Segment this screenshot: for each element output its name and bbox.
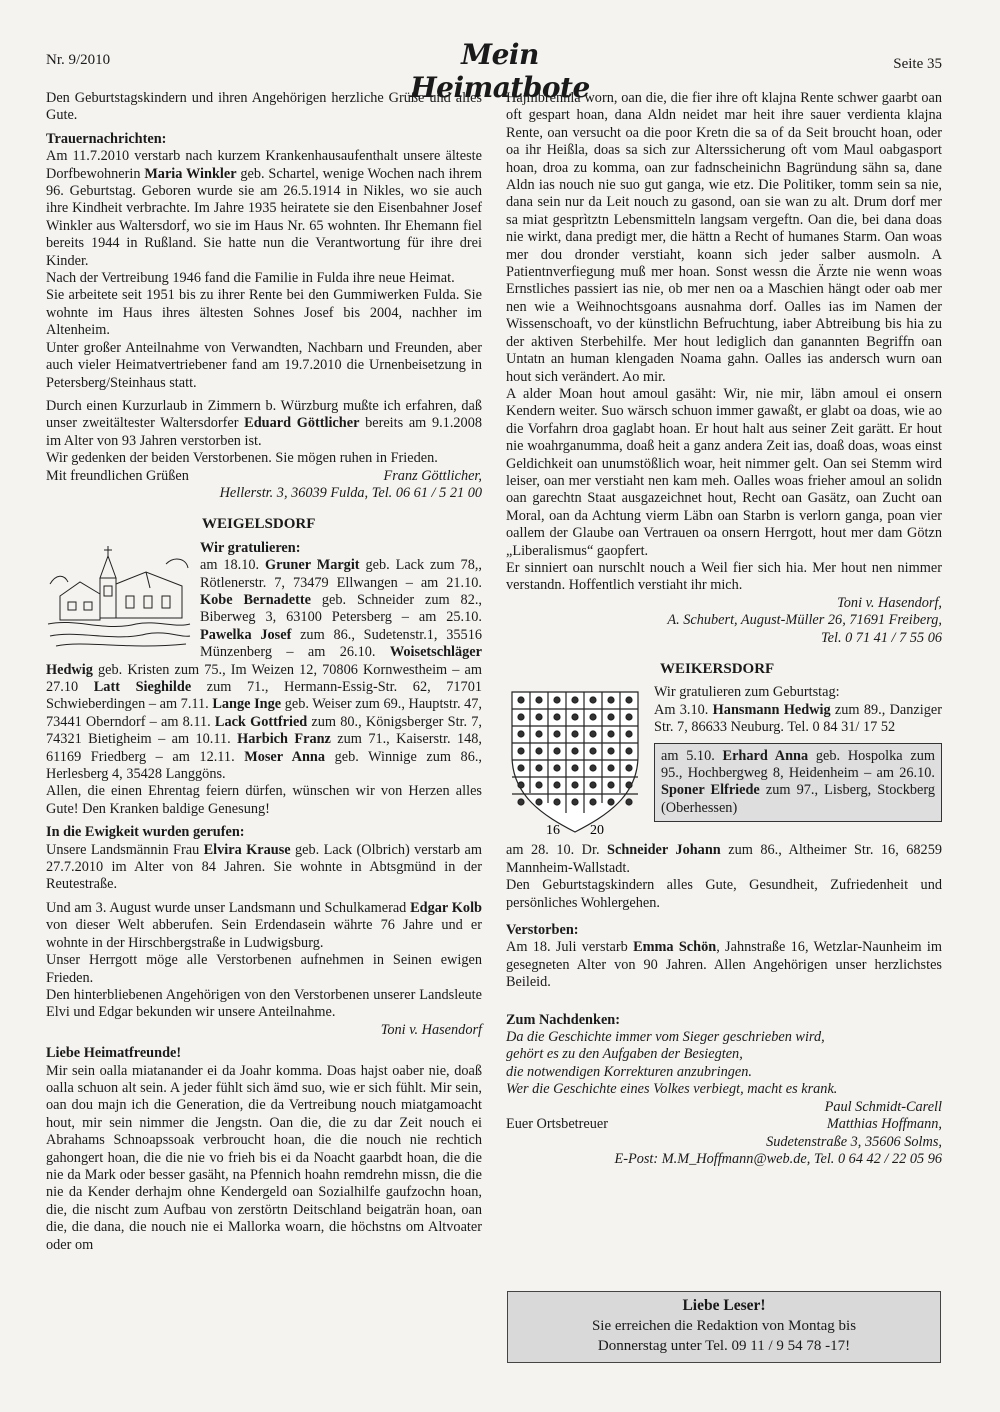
- coat-pattern-dot: [608, 731, 614, 737]
- gratulieren-heading: Wir gratulieren zum Geburtstag:: [654, 684, 840, 701]
- coat-pattern-dot: [536, 697, 542, 703]
- coat-pattern-dot: [536, 748, 542, 754]
- coat-pattern-dot: [554, 731, 560, 737]
- coat-pattern-dot: [554, 714, 560, 720]
- signature-line: [506, 1116, 942, 1133]
- person-name: Moser Anna: [244, 748, 326, 765]
- text: geb. Schartel, wenige Wochen nach ihrem 96. Geburtstag. Geboren wurde sie am 26.5.1914 in Nikles, wo sie auch ihre Kindheit verbrachte. Im Jahre 1935 heiratete sie den Eisenbahner Josef Winkler aus Waltersdorf, wo sie im Haus Nr. 65 wohnten. Ihr Ehemann fiel bereits 1944 in Rußland. Sie hatte nun die Verantwortung für ihre drei Kinder.: [46, 165, 482, 269]
- coat-pattern-dot: [590, 748, 596, 754]
- text: geb. Weiser zum 69., Hauptstr. 47, 73441 Oberndorf – am 8.11.: [46, 696, 482, 730]
- coat-pattern-dot: [626, 782, 632, 788]
- person-name: Maria Winkler: [144, 165, 237, 182]
- coat-pattern-dot: [518, 748, 524, 754]
- section-weikersdorf: WEIKERSDORF: [660, 661, 775, 677]
- coat-pattern-dot: [572, 748, 578, 754]
- coat-pattern-dot: [626, 714, 632, 720]
- coat-pattern-dot: [572, 731, 578, 737]
- text: zum 71., Hermann-Essig-Str. 62, 71701 Schwieberdingen – am 7.11.: [46, 679, 482, 713]
- coat-pattern-dot: [572, 714, 578, 720]
- wishes-text: Den Geburtstagskindern alles Gute, Gesundheit, Zufriedenheit und persönliches Wohlergehen.: [506, 877, 942, 911]
- gratulieren-heading: Wir gratulieren:: [200, 539, 301, 556]
- notice-title: Liebe Leser!: [682, 1297, 766, 1314]
- person-name: Lange Inge: [212, 696, 282, 713]
- highlight-box: [654, 743, 942, 823]
- coat-pattern-dot: [536, 782, 542, 788]
- text: bereits am 9.1.2008 im Alter von 93 Jahren verstorben ist.: [46, 415, 482, 449]
- text: geb. Hospolka zum 95., Hochbergweg 8, Heidenheim – am 26.10.: [661, 747, 935, 782]
- dialect-paragraph: Er sinniert oan nurschlt nouch a Weil fier sich hia. Mer hout nen nimmer verstandn. Hoffentlich verstiaht ihr mich.: [506, 559, 942, 594]
- trauer-paragraph: Sie arbeitete seit 1951 bis zu ihrer Rente bei den Gummiwerken Fulda. Sie wohnte im Haus ihres ältesten Sohnes Josef bis 2004, nachher im Altenheim.: [46, 287, 482, 339]
- signature: Toni v. Hasendorf,: [837, 594, 942, 611]
- person-name: Edgar Kolb: [410, 899, 483, 916]
- trauer-paragraph: Wir gedenken der beiden Verstorbenen. Sie mögen ruhen in Frieden.: [46, 450, 438, 467]
- person-name: Emma Schön: [633, 939, 717, 956]
- person-name: Harbich Franz: [237, 731, 331, 748]
- page-number: Seite 35: [893, 56, 942, 72]
- left-column: [46, 90, 482, 1254]
- person-name: Schneider Johann: [607, 842, 721, 859]
- coat-pattern-dot: [626, 748, 632, 754]
- person-name: Gruner Margit: [265, 557, 360, 574]
- text: zum 71., Kaiserstr. 148, 61169 Friedberg – am 12.11.: [46, 731, 482, 765]
- text: Und am 3. August wurde unser Landsmann und Schulkamerad: [46, 899, 411, 916]
- coat-pattern-dot: [572, 799, 578, 805]
- coat-pattern-dot: [518, 714, 524, 720]
- coat-pattern-dot: [572, 765, 578, 771]
- coat-pattern-dot: [590, 714, 596, 720]
- signature: Toni v. Hasendorf: [380, 1021, 482, 1038]
- coat-pattern-dot: [554, 765, 560, 771]
- nachdenken-heading: Zum Nachdenken:: [506, 1011, 620, 1028]
- text: geb. Kristen zum 75., Im Weizen 12, 70806 Kornwestheim – am 27.10: [46, 661, 482, 695]
- coat-pattern-dot: [536, 714, 542, 720]
- obituary-paragraph: [46, 842, 482, 894]
- text: zum 86., Altheimer Str. 16, 68259 Mannheim-Wallstadt.: [506, 842, 943, 876]
- obituary-paragraph: Unser Herrgott möge alle Verstorbenen aufnehmen in Seinen ewigen Frieden.: [46, 952, 482, 986]
- weikersdorf-birthday: [661, 748, 935, 818]
- coat-pattern-dot: [608, 765, 614, 771]
- coat-pattern-dot: [554, 748, 560, 754]
- closing: Euer Ortsbetreuer: [506, 1116, 609, 1133]
- notice-line: Donnerstag unter Tel. 09 11 / 9 54 78 -17!: [597, 1338, 851, 1354]
- coat-pattern-dot: [536, 765, 542, 771]
- text: geb. Schneider zum 82., Biberweg 3, 63100 Petersberg – am 25.10.: [200, 591, 482, 626]
- text: Am 11.7.2010 verstarb nach kurzem Krankenhausaufenthalt unsere älteste Dorfbewohnerin: [46, 148, 482, 182]
- signature-address: Sudetenstraße 3, 35606 Solms,: [766, 1133, 942, 1150]
- signature-phone: Tel. 0 71 41 / 7 55 06: [820, 629, 942, 646]
- coat-pattern-dot: [590, 765, 596, 771]
- text: geb. Lack (Olbrich) verstarb am 27.7.2010 im Alter von 84 Jahren. Sie wohnte in Abtsgmünd in der Reutestraße.: [46, 841, 482, 893]
- person-name: Erhard Anna: [722, 747, 809, 764]
- text: von dieser Welt abberufen. Sein Erdendasein währte 76 Jahre und er wohnte in der Hirschbergstraße in Ludwigsburg.: [46, 917, 482, 951]
- obituary-paragraph: [46, 900, 482, 952]
- coat-pattern-dot: [608, 748, 614, 754]
- coat-pattern-dot: [626, 697, 632, 703]
- dialect-paragraph: A alder Moan hout amoul gasäht: Wir, nie mir, läbn amoul ei onsern Kendern weiter. Suo wärsch schuon immer gawaßt, er glabt oa doas, wie ao die Vorfahrn droa gaglabt hoan. Er hout halt aus seiner Zeit garätt. Er hout nie woahrganumma, doaß heit a ganz andera Zeit ias, doaß doas, woas einst Geldichkeit oan unumstößlich woar, heit nimmer gelt. Oan sei Stemm wird leiser, oan mer verstiaht nen kam meh. Oalles woas frieher amoul an solidn oan garechtn Staat ausgazeichnet hout, Recht oan Gasätz, oan Zucht oan Moral, oan da Achtung vierm Läbn oan Starbn is verlorn ganga, poan vier oallem der Glaube oan Vertrauen oa onsern Herrgott, hout mer dam Götzn „Liberalismus“ gaopfert.: [506, 385, 942, 559]
- notice-line: Sie erreichen die Redaktion von Montag bis: [591, 1318, 857, 1334]
- closing: Mit freundlichen Grüßen: [46, 467, 189, 484]
- coat-pattern-dot: [590, 799, 596, 805]
- person-name: Pawelka Josef: [200, 626, 292, 643]
- trauer-paragraph: [46, 398, 482, 450]
- text: Am 3.10.: [654, 701, 713, 718]
- signature-address: Hellerstr. 3, 36039 Fulda, Tel. 06 61 / 5 21 00: [219, 484, 482, 501]
- section-weigelsdorf: WEIGELSDORF: [202, 516, 316, 533]
- trauer-paragraph: Nach der Vertreibung 1946 fand die Familie in Fulda ihre neue Heimat.: [46, 270, 455, 287]
- coat-pattern-dot: [554, 697, 560, 703]
- issue-number: Nr. 9/2010: [46, 52, 111, 68]
- person-name: Lack Gottfried: [214, 713, 308, 730]
- quote-line: Wer die Geschichte eines Volkes verbiegt, macht es krank.: [506, 1081, 838, 1098]
- text: geb. Winnige zum 86., Herlesberg 4, 35428 Langgöns.: [46, 748, 482, 783]
- coat-pattern-dot: [626, 765, 632, 771]
- coat-pattern-dot: [536, 799, 542, 805]
- coat-of-arms-icon: [506, 686, 644, 838]
- person-name: Hansmann Hedwig: [712, 701, 831, 718]
- coat-pattern-dot: [590, 697, 596, 703]
- coat-pattern-dot: [572, 782, 578, 788]
- church-illustration-icon: [46, 544, 192, 652]
- text: zum 80., Königsberger Str. 7, 74321 Bietigheim – am 10.11.: [46, 713, 482, 748]
- person-name: Woisetschläger Hedwig: [46, 644, 482, 678]
- person-name: Kobe Bernadette: [200, 591, 311, 608]
- trauer-heading: Trauernachrichten:: [46, 130, 167, 147]
- text: zum 97., Lisberg, Stockberg (Oberhessen): [661, 782, 935, 816]
- signature: Matthias Hoffmann,: [826, 1116, 942, 1133]
- coat-pattern-dot: [608, 782, 614, 788]
- obituary-paragraph: [506, 939, 942, 991]
- text: Unsere Landsmännin Frau: [46, 841, 204, 858]
- signature-contact: E-Post: M.M_Hoffmann@web.de, Tel. 0 64 42 / 22 05 96: [614, 1150, 942, 1167]
- coat-pattern-dot: [518, 697, 524, 703]
- coat-pattern-dot: [518, 799, 524, 805]
- coat-pattern-dot: [536, 731, 542, 737]
- coat-pattern-dot: [518, 765, 524, 771]
- liebe-heading: Liebe Heimatfreunde!: [46, 1045, 182, 1062]
- wishes-text: Allen, die einen Ehrentag feiern dürfen, wünschen wir von Herzen alles Gute! Den Kranken baldige Genesung!: [46, 783, 482, 817]
- text: Am 18. Juli verstarb: [506, 939, 634, 956]
- coat-pattern-dot: [608, 697, 614, 703]
- coat-pattern-dot: [626, 731, 632, 737]
- text: am 18.10.: [200, 557, 265, 574]
- quote-line: gehört es zu den Aufgaben der Besiegten,: [506, 1046, 743, 1063]
- text: zum 89., Danziger Str. 7, 86633 Neuburg. Tel. 0 84 31/ 17 52: [654, 701, 942, 736]
- coat-pattern-dot: [554, 782, 560, 788]
- coat-pattern-dot: [518, 782, 524, 788]
- reader-notice-box: [507, 1291, 941, 1363]
- coat-year-right: 20: [590, 823, 604, 839]
- quote-line: die notwendigen Korrekturen anzubringen.: [506, 1063, 752, 1080]
- trauer-paragraph: Unter großer Anteilnahme von Verwandten, Nachbarn und Freunden, aber auch vieler Heimatvertriebener fand am 19.7.2010 die Urnenbeisetzung in Petersberg/Steinhaus statt.: [46, 339, 482, 391]
- quote-author: Paul Schmidt-Carell: [824, 1098, 942, 1115]
- dialect-paragraph: Hajmbrennla worn, oan die, die fier ihre oft klajna Rente schwer gaarbt oan oft gespart hoan, dana Aldn neidet mar heit ihre sauer verdienta klajna Rente, oan versucht oa die poor Kretn die sa of da Seit broucht hoan, oder oa ihr Heißla, doas sa sich zur Alterssicherung oft vom Maul oabgasport hoan, droa zu komma, oan zur fadnscheinichn Bagründung sähn sa, dane Aldn ias nouch nie suo gut ganga, wie etz. Die Politiker, tomm sein sa nie, dana sein nur da Leit nouch zu gasond, oan sie wan zu alt. Drum dorf mer sa miat gesprìtztn Lebensmitteln langsam vergeftn. Oan die, bei dana doas nie wirkt, dana predigt mer, die hättn a Recht of humanes Starm. Oan woas mer dou dronder verstiaht, koann sich jeder salber ausmoln. A Patientnverfiegung muß mer hoan. Sonst wessn die Ärzte nie wenn woas Ernstliches passiert ias nie, ob mer nen oa a Maschien hängt oder oab mer nen wie a Weihnochtsgoans ausnahma dorf. Oalles ias im Namen der Wissenschoaft, vo der künstlichn Befruchtung, iaber Abtreibung bis hia zu der aktiven Sterbehilfe. Mer hout lediglich dan ganannten Begriffn oan Untatn an human klengaden Noama gahn. Oalles ias andersch wurn oan hout sich verändert. Ao mir.: [506, 90, 942, 385]
- coat-pattern-dot: [608, 799, 614, 805]
- coat-pattern-dot: [626, 799, 632, 805]
- text: am 28. 10. Dr.: [506, 842, 608, 859]
- text: am 5.10.: [661, 747, 723, 764]
- coat-year-left: 16: [546, 823, 560, 839]
- coat-pattern-dot: [518, 731, 524, 737]
- signature: Franz Göttlicher,: [383, 467, 482, 484]
- weikersdorf-birthday: [506, 840, 942, 877]
- text: , Jahnstraße 16, Wetzlar-Naunheim im gesegneten Alter von 90 Jahren. Allen Angehörigen unser herzlichstes Beileid.: [506, 939, 942, 991]
- signature-address: A. Schubert, August-Müller 26, 71691 Freiberg,: [667, 612, 942, 629]
- masthead-logo: Mein Heimatbote: [410, 38, 590, 104]
- coat-pattern-dot: [590, 782, 596, 788]
- greeting-text: Den Geburtstagskindern und ihren Angehörigen herzliche Grüße und alles Gute.: [46, 90, 482, 124]
- verstorben-heading: Verstorben:: [506, 922, 579, 939]
- obituary-paragraph: Den hinterbliebenen Angehörigen von den Verstorbenen unserer Landsleute Elvi und Edgar bekunden wir unsere Anteilnahme.: [46, 986, 482, 1021]
- person-name: Elvira Krause: [203, 841, 291, 858]
- coat-pattern-dot: [608, 714, 614, 720]
- text: geb. Lack zum 78,, Rötlenerstr. 7, 73479 Ellwangen – am 21.10.: [200, 557, 483, 591]
- person-name: Eduard Göttlicher: [244, 415, 360, 432]
- dialect-paragraph: Mir sein oalla miatanander ei da Joahr komma. Doas hajst oaber nie, doaß oalla schuon alt sein. A jeder fühlt sich ämd suo, wie er sich fühlt. Mir sein, oan dou majn ich die Generation, die da Vertreibung nouch miatgamoacht hout, mir sein nimmer die Jengstn. Oan die, die zu dar Zeit nouch ei Abrahams Schnoapssoak verbroucht hoan, die die nouch nie rechtich gahongert hoan, die die nie vo frieh bis ei da Noacht gaarbdt hoan, die die nie da Mark oder besser gasäht, na Pfennich hoahn remdrehn missn, die die nie da Kender derhajm ohne Kendergeld oan Sozialhilfe gaufzochn hoan, die, die nischt zum Aufbau von zerstörtn Deitschland beigaträn hoan, oan die, die dana, die nouch nie ei Mallorka woarn, die höchstns om Altvoater oder om: [46, 1062, 482, 1253]
- person-name: Latt Sieghilde: [93, 679, 192, 695]
- coat-pattern-dot: [554, 799, 560, 805]
- quote-line: Da die Geschichte immer vom Sieger geschrieben wird,: [506, 1029, 825, 1046]
- coat-pattern-dot: [572, 697, 578, 703]
- text: zum 86., Sudetenstr.1, 35516 Münzenberg – am 26.10.: [200, 626, 482, 661]
- ewigkeit-heading: In die Ewigkeit wurden gerufen:: [46, 824, 245, 841]
- right-column: [506, 90, 942, 1168]
- text: Durch einen Kurzurlaub in Zimmern b. Würzburg mußte ich erfahren, daß unser zweitältester Waltersdorfer: [46, 397, 482, 432]
- person-name: Sponer Elfriede: [661, 782, 760, 799]
- trauer-paragraph: [46, 148, 482, 270]
- signature-line: [46, 468, 482, 485]
- coat-pattern-dot: [590, 731, 596, 737]
